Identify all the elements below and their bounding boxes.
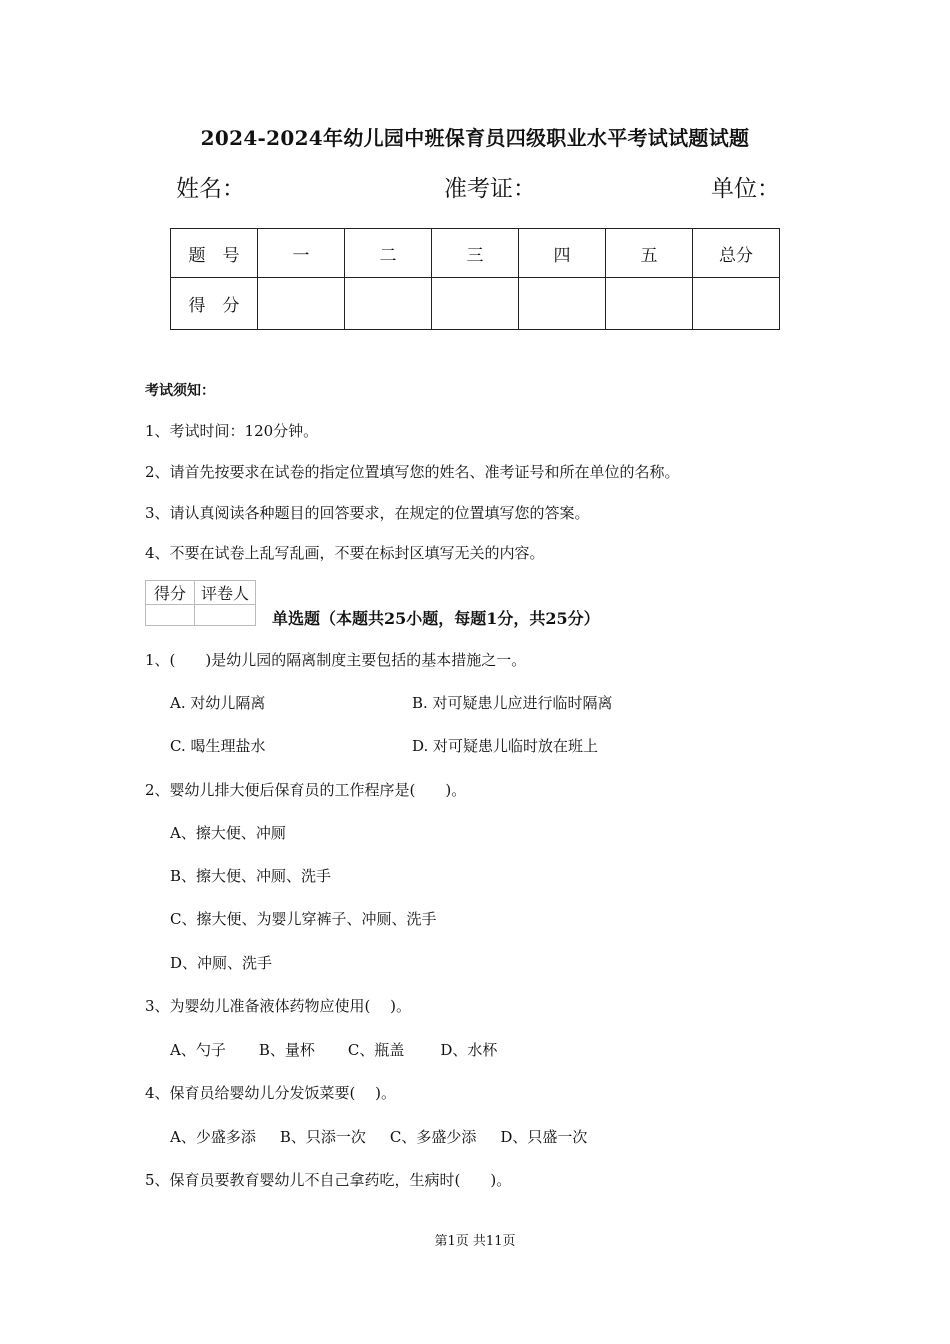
question-1-option-a[interactable]: A. 对幼儿隔离 <box>170 694 266 712</box>
score-table-score-row <box>171 278 780 330</box>
score-table-header-cell: 五 <box>606 229 693 278</box>
score-cell[interactable] <box>345 278 432 330</box>
score-table-header-cell: 总分 <box>693 229 780 278</box>
notice-item: 2、请首先按要求在试卷的指定位置填写您的姓名、准考证号和所在单位的名称。 <box>145 463 680 481</box>
score-table-header-row <box>171 229 780 278</box>
grader-name-label: 评卷人 <box>195 581 256 605</box>
notice-item: 3、请认真阅读各种题目的回答要求，在规定的位置填写您的答案。 <box>145 504 590 522</box>
question-4-option-c[interactable]: C、多盛少添 <box>389 1128 477 1146</box>
question-2-option-b[interactable]: B、擦大便、冲厕、洗手 <box>170 867 332 885</box>
question-1-option-d[interactable]: D. 对可疑患儿临时放在班上 <box>412 737 599 755</box>
section-title: 单选题（本题共25小题，每题1分，共25分） <box>272 609 600 628</box>
question-3-option-a[interactable]: A、勺子 <box>170 1041 226 1059</box>
notice-item: 1、考试时间：120分钟。 <box>145 422 319 440</box>
unit-field-label: 单位： <box>711 176 780 202</box>
grader-score-label: 得分 <box>146 581 195 605</box>
question-2-option-d[interactable]: D、冲厕、洗手 <box>170 954 273 972</box>
question-3-option-d[interactable]: D、水杯 <box>440 1041 498 1059</box>
score-cell[interactable] <box>258 278 345 330</box>
question-4-option-b[interactable]: B、只添一次 <box>279 1128 366 1146</box>
name-field-label: 姓名： <box>176 176 245 202</box>
question-5: 5、保育员要教育婴幼儿不自己拿药吃，生病时( )。 <box>145 1171 512 1189</box>
grader-score-cell[interactable] <box>146 605 195 626</box>
score-cell[interactable] <box>606 278 693 330</box>
grader-name-cell[interactable] <box>195 605 256 626</box>
question-2-option-a[interactable]: A、擦大便、冲厕 <box>170 824 286 842</box>
score-table-header-cell: 四 <box>519 229 606 278</box>
score-table-header-cell: 二 <box>345 229 432 278</box>
score-cell[interactable] <box>432 278 519 330</box>
question-3-option-b[interactable]: B、量杯 <box>258 1041 315 1059</box>
notice-item: 4、不要在试卷上乱写乱画，不要在标封区填写无关的内容。 <box>145 544 545 562</box>
question-1-option-c[interactable]: C. 喝生理盐水 <box>170 737 266 755</box>
question-1: 1、( )是幼儿园的隔离制度主要包括的基本措施之一。 <box>145 651 527 669</box>
exam-title: 2024-2024年幼儿园中班保育员四级职业水平考试试题试题 <box>200 126 750 150</box>
question-1-option-b[interactable]: B. 对可疑患儿应进行临时隔离 <box>412 694 613 712</box>
grader-box <box>145 580 256 626</box>
question-4: 4、保育员给婴幼儿分发饭菜要( )。 <box>145 1084 397 1102</box>
question-3-option-c[interactable]: C、瓶盖 <box>347 1041 405 1059</box>
exam-id-field-label: 准考证： <box>444 176 536 202</box>
question-3-options <box>170 1039 497 1060</box>
score-table-header-cell: 题 号 <box>171 229 258 278</box>
question-4-options <box>170 1126 587 1147</box>
score-table-header-cell: 一 <box>258 229 345 278</box>
question-4-option-d[interactable]: D、只盛一次 <box>500 1128 588 1146</box>
score-table-header-cell: 三 <box>432 229 519 278</box>
score-cell[interactable] <box>519 278 606 330</box>
notice-title: 考试须知： <box>145 383 215 399</box>
score-row-label: 得 分 <box>171 278 258 330</box>
question-2-option-c[interactable]: C、擦大便、为婴儿穿裤子、冲厕、洗手 <box>170 910 437 928</box>
question-3: 3、为婴幼儿准备液体药物应使用( )。 <box>145 997 412 1015</box>
question-2: 2、婴幼儿排大便后保育员的工作程序是( )。 <box>145 781 467 799</box>
question-4-option-a[interactable]: A、少盛多添 <box>170 1128 256 1146</box>
page-footer: 第1页 共11页 <box>434 1234 516 1249</box>
score-cell[interactable] <box>693 278 780 330</box>
score-table <box>170 228 780 330</box>
